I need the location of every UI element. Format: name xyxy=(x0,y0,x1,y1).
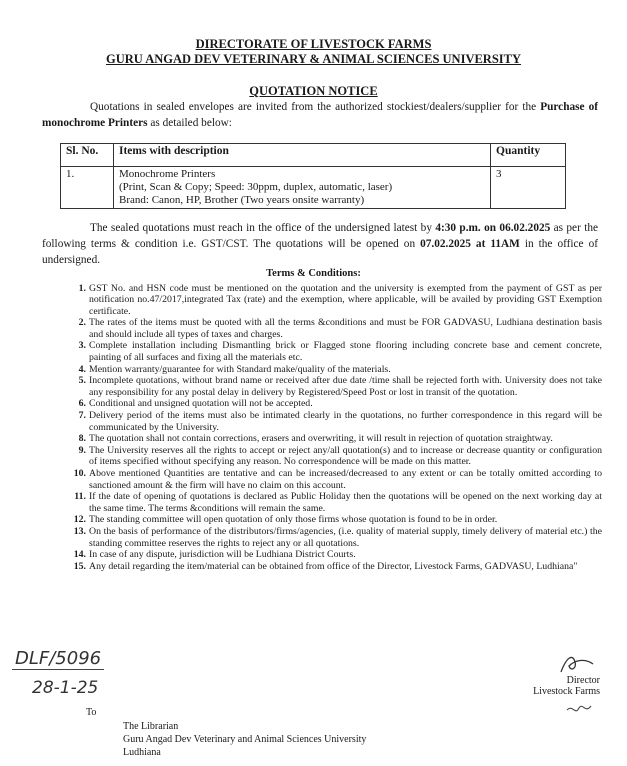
items-table-header-row xyxy=(61,144,566,167)
term-item xyxy=(42,445,602,468)
deadline-bold: 4:30 p.m. on 06.02.2025 xyxy=(435,222,551,234)
term-number: 9. xyxy=(78,445,86,457)
item-spec: (Print, Scan & Copy; Speed: 30ppm, duplex, automatic, laser) xyxy=(119,181,393,193)
university-heading: GURU ANGAD DEV VETERINARY & ANIMAL SCIENCES UNIVERSITY xyxy=(105,52,522,66)
term-item xyxy=(42,514,602,525)
term-number: 2. xyxy=(78,317,86,329)
directorate-heading: DIRECTORATE OF LIVESTOCK FARMS xyxy=(195,37,432,51)
initials-mark xyxy=(565,702,593,718)
term-text: The standing committee will open quotation of only those firms whose quotation is found to be in order. xyxy=(89,514,498,526)
col-header-quantity: Quantity xyxy=(491,144,566,167)
signatory-title: Director xyxy=(566,675,600,686)
term-text: The quotation shall not contain corrections, erasers and overwriting, it will result in rejection of quotation straightway. xyxy=(89,433,553,445)
term-text: The University reserves all the rights to accept or reject any/all quotation(s) and to increase or decrease quantity or configuration of items specified without specifying any reason. No correspondence will be made on this matter. xyxy=(89,445,602,468)
term-item xyxy=(42,283,602,317)
term-number: 4. xyxy=(78,363,86,375)
col-header-slno: Sl. No. xyxy=(61,144,114,167)
term-text: Above mentioned Quantities are tentative and can be increased/decreased to any extent or can be totally omitted according to sanctioned amount & the firm will have no claim on this account. xyxy=(89,468,602,491)
item-brand: Brand: Canon, HP, Brother (Two years onsite warranty) xyxy=(119,194,365,206)
term-item xyxy=(42,375,602,398)
term-item xyxy=(42,410,602,433)
intro-item-bold: Purchase of monochrome Printers xyxy=(42,101,599,129)
to-label: To xyxy=(86,707,97,718)
closing-paragraph xyxy=(42,220,598,268)
term-text: Conditional and unsigned quotation will not be accepted. xyxy=(89,398,313,410)
term-item xyxy=(42,561,602,572)
term-number: 8. xyxy=(78,433,86,445)
opening-bold: 07.02.2025 at 11AM xyxy=(420,238,520,250)
term-number: 10. xyxy=(73,468,86,480)
recipient-line: The Librarian xyxy=(123,721,179,732)
intro-text: Quotations in sealed envelopes are invited from the authorized stockiest/dealers/supplier for the xyxy=(90,101,541,113)
handwritten-date: 28-1-25 xyxy=(32,678,99,698)
intro-paragraph xyxy=(42,99,598,131)
term-text: On the basis of performance of the distributors/firms/agencies, (i.e. quality of material supply, timely delivery of material etc.) the standing committee reserves the rights to reject any or all quotations. xyxy=(89,526,602,549)
table-row xyxy=(61,167,566,209)
term-text: GST No. and HSN code must be mentioned on the quotation and the university is exempted from the payment of GST as per notification no.47/2017,integrated Tax (rate) and the exemption, where applicable, will be availed by providing GST Exemption certificate. xyxy=(89,283,602,317)
cell-quantity: 3 xyxy=(491,167,566,209)
term-text: Delivery period of the items must also be intimated clearly in the quotations, no further correspondence in this regard will be communicated by the University. xyxy=(89,410,602,433)
closing-text-1: The sealed quotations must reach in the office of the undersigned latest by xyxy=(90,222,436,234)
term-text: Incomplete quotations, without brand name or received after due date /time shall be rejected forth with. University does not take any responsibility for any postal delay in delivery by Registered/Speed Post or lost in transit of the quotation. xyxy=(89,375,602,398)
term-item xyxy=(42,468,602,491)
handwritten-reference: DLF/5096 xyxy=(12,648,104,670)
term-item xyxy=(42,491,602,514)
term-item xyxy=(42,364,602,375)
closing-text-3: in the office of undersigned. xyxy=(42,238,598,266)
signatory-department: Livestock Farms xyxy=(533,686,600,697)
term-number: 1. xyxy=(78,283,86,294)
recipient-line: Guru Angad Dev Veterinary and Animal Sciences University xyxy=(123,734,367,745)
term-text: Any detail regarding the item/material can be obtained from office of the Director, Livestock Farms, GADVASU, Ludhiana" xyxy=(89,561,578,573)
term-number: 11. xyxy=(74,491,86,503)
terms-list xyxy=(42,283,602,573)
items-table xyxy=(60,143,566,209)
term-item xyxy=(42,526,602,549)
term-text: In case of any dispute, jurisdiction will be Ludhiana District Courts. xyxy=(89,549,356,561)
term-item xyxy=(42,549,602,560)
term-item xyxy=(42,317,602,340)
term-text: If the date of opening of quotations is declared as Public Holiday then the quotations will be opened on the next working day at the same time. The terms &conditions will remain the same. xyxy=(89,491,602,514)
cell-description xyxy=(114,167,491,209)
cell-slno: 1. xyxy=(61,167,114,209)
term-number: 13. xyxy=(73,526,86,538)
term-text: Mention warranty/guarantee for with Standard make/quality of the materials. xyxy=(89,363,391,375)
term-number: 5. xyxy=(78,375,86,387)
term-number: 12. xyxy=(73,514,86,526)
terms-heading: Terms & Conditions: xyxy=(266,268,361,279)
term-number: 15. xyxy=(73,561,86,573)
term-item xyxy=(42,340,602,363)
recipient-address xyxy=(123,720,366,759)
term-number: 6. xyxy=(78,398,86,410)
term-item xyxy=(42,398,602,409)
intro-tail: as detailed below: xyxy=(147,117,232,129)
term-item xyxy=(42,433,602,444)
signature-mark xyxy=(557,652,597,676)
term-number: 14. xyxy=(73,549,86,561)
term-number: 7. xyxy=(78,410,86,422)
col-header-items: Items with description xyxy=(114,144,491,167)
term-number: 3. xyxy=(78,340,86,352)
notice-title: QUOTATION NOTICE xyxy=(249,84,378,98)
term-text: Complete installation including Dismantling brick or Flagged stone flooring including concrete base and cement concrete, painting of all surfaces and fixing all the materials etc. xyxy=(89,340,602,363)
item-name: Monochrome Printers xyxy=(119,168,216,180)
closing-text-2: as per the following terms & condition i.e. GST/CST. The quotations will be opened on xyxy=(42,222,599,250)
term-text: The rates of the items must be quoted with all the terms &conditions and must be FOR GADVASU, Ludhiana destination basis and should include all types of taxes and charges. xyxy=(89,317,602,340)
recipient-line: Ludhiana xyxy=(123,747,161,758)
